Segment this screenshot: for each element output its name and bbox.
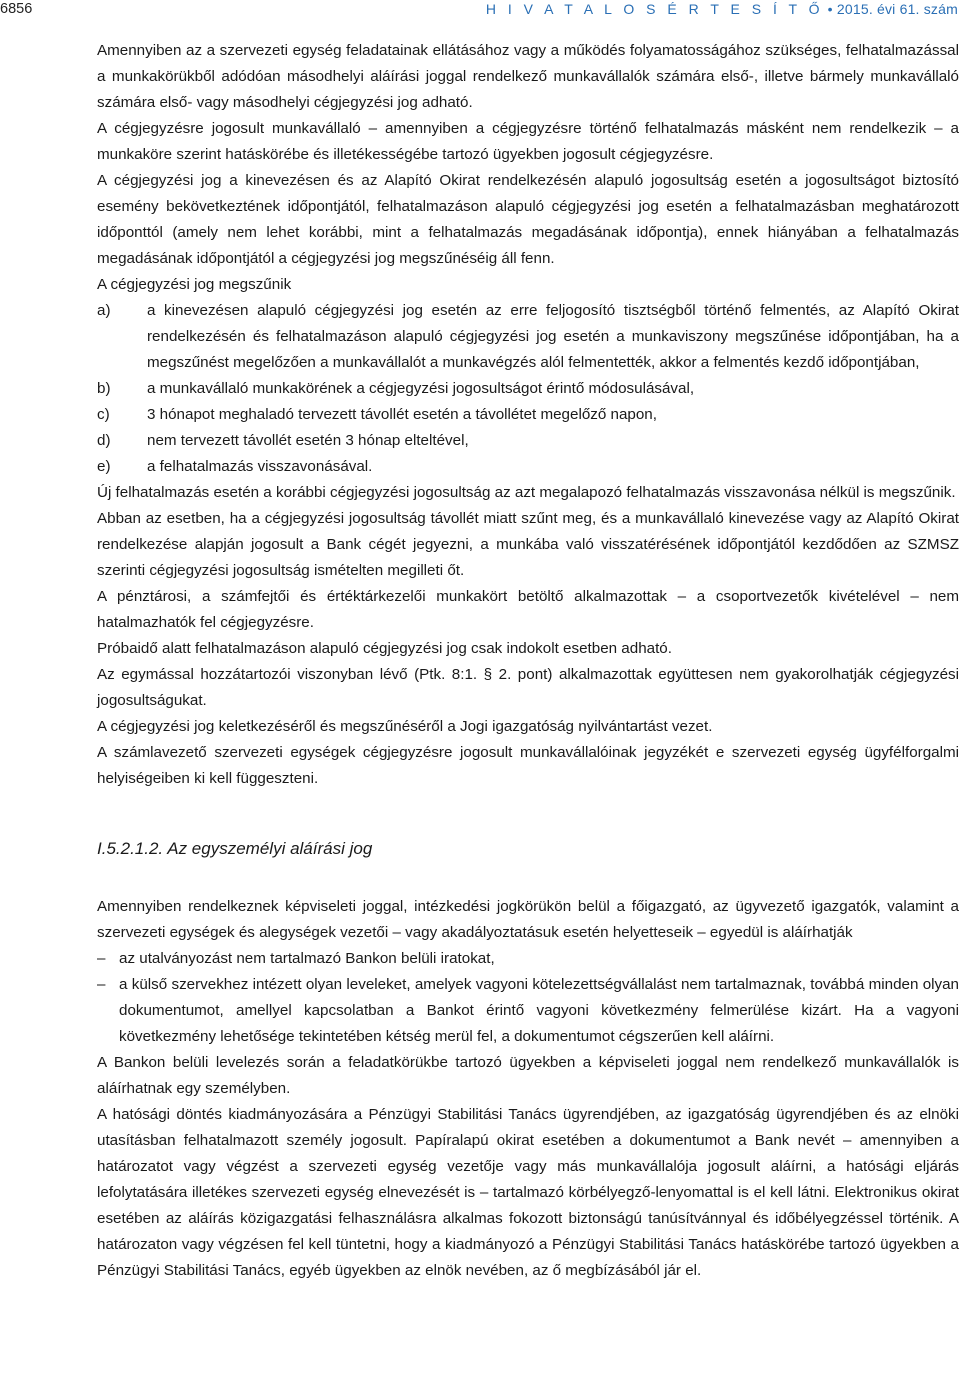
list-item-text: a kinevezésen alapuló cégjegyzési jog esetén az erre feljogosító tisztségből történő felmentés, az Alapító Okirat rendelkezésén és felhatalmazáson alapuló cégjegyzési jog esetén a munkaviszony megszűnése időpontjában, ha a megszűnést megelőzően a munkavállalót a munkavégzés alól felmentették, akkor a felmentés kezdő időpontjában,	[147, 302, 959, 371]
paragraph: A hatósági döntés kiadmányozására a Pénzügyi Stabilitási Tanács ügyrendjében, az igazgatóság ügyrendjében és az elnöki utasításban felhatalmazott személy jogosult. Papíralapú okirat esetében a dokumentumot a Bank nevét – amennyiben a határozatot vagy végzést a szervezeti egység vezetője vagy más munkavállalója jogosult aláírni, a hatósági eljárás lefolytatására illetékes szervezeti egység elnevezését is – tartalmazó körbélyegző-lenyomattal is el kell látni. Elektronikus okirat esetében az aláírás közigazgatási felhasználásra alkalmas fokozott biztonságú tanúsítvánnyal és időbélyegzéssel történik. A határozaton vagy végzésen fel kell tüntetni, hogy a kiadmányozó a Pénzügyi Stabilitási Tanács hatáskörébe tartozó ügyekben a Pénzügyi Stabilitási Tanács, egyéb ügyekben az elnök nevében, az ő megbízásából jár el.	[97, 1106, 959, 1279]
section-heading: I.5.2.1.2. Az egyszemélyi aláírási jog	[97, 839, 373, 858]
paragraph: A Bankon belüli levelezés során a feladatkörükbe tartozó ügyekben a képviseleti joggal nem rendelkező munkavállalók is aláírhatnak egy személyben.	[97, 1054, 959, 1097]
list-item	[97, 376, 959, 402]
list-item	[97, 298, 959, 376]
paragraph: A cégjegyzésre jogosult munkavállaló – amennyiben a cégjegyzésre történő felhatalmazás másként nem rendelkezik – a munkaköre szerint hatáskörébe és illetékességébe tartozó ügyekben jogosult cégjegyzésre.	[97, 120, 959, 163]
document-body	[97, 38, 959, 1284]
paragraph: A cégjegyzési jog megszűnik	[97, 276, 292, 293]
paragraph: Amennyiben az a szervezeti egység feladatainak ellátásához vagy a működés folyamatosságához szükséges, felhatalmazással a munkakörükből adódóan másodhelyi aláírási joggal rendelkező munkavállalók számára első-, illetve bármely munkavállaló számára első- vagy másodhelyi cégjegyzési jog adható.	[97, 42, 959, 111]
paragraph: Az egymással hozzátartozói viszonyban lévő (Ptk. 8:1. § 2. pont) alkalmazottak együttesen nem gyakorolhatják cégjegyzési jogosultságukat.	[97, 666, 959, 709]
list-marker: e)	[97, 458, 111, 475]
list-item	[97, 402, 959, 428]
dash-list	[97, 946, 959, 1050]
issue-label: 2015. évi 61. szám	[836, 1, 958, 17]
paragraph: Új felhatalmazás esetén a korábbi cégjegyzési jogosultság az azt megalapozó felhatalmazás visszavonása nélkül is megszűnik.	[97, 484, 956, 501]
publication-title: H I V A T A L O S É R T E S Í T Ő	[485, 1, 824, 17]
dash-list-item	[97, 972, 959, 1050]
list-item-text: 3 hónapot meghaladó tervezett távollét esetén a távollétet megelőző napon,	[147, 406, 657, 423]
paragraph: Próbaidő alatt felhatalmazáson alapuló cégjegyzési jog csak indokolt esetben adható.	[97, 640, 672, 657]
separator-bullet: •	[827, 1, 833, 17]
list-item	[97, 454, 959, 480]
paragraph: A pénztárosi, a számfejtői és értéktárkezelői munkakört betöltő alkalmazottak – a csoportvezetők kivételével – nem hatalmazhatók fel cégjegyzésre.	[97, 588, 959, 631]
list-marker: c)	[97, 406, 110, 423]
dash-list-item	[97, 946, 959, 972]
dash-item-text: az utalványozást nem tartalmazó Bankon belüli iratokat,	[119, 950, 495, 967]
page-number: 6856	[0, 1, 33, 17]
paragraph: A cégjegyzési jog a kinevezésen és az Alapító Okirat rendelkezésén alapuló jogosultság esetén a jogosultságot biztosító esemény bekövetkeztének időpontjától, felhatalmazáson alapuló cégjegyzési jog esetén a felhatalmazásban meghatározott időponttól (amely nem lehet korábbi, mint a felhatalmazás megadásának időpontja), ennek hiányában a felhatalmazás megadásának időpontjától a cégjegyzési jog megszűnéséig áll fenn.	[97, 172, 959, 267]
page-header	[0, 0, 960, 24]
list-marker: d)	[97, 432, 111, 449]
paragraph: A számlavezető szervezeti egységek cégjegyzésre jogosult munkavállalóinak jegyzékét e szervezeti egység ügyfélforgalmi helyiségeiben ki kell függeszteni.	[97, 744, 959, 787]
dash-marker: –	[97, 950, 106, 967]
paragraph: A cégjegyzési jog keletkezéséről és megszűnéséről a Jogi igazgatóság nyilvántartást vezet.	[97, 718, 713, 735]
list-item-text: nem tervezett távollét esetén 3 hónap elteltével,	[147, 432, 469, 449]
list-item	[97, 428, 959, 454]
list-item-text: a felhatalmazás visszavonásával.	[147, 458, 373, 475]
list-item-text: a munkavállaló munkakörének a cégjegyzési jogosultságot érintő módosulásával,	[147, 380, 695, 397]
list-marker: a)	[97, 302, 111, 319]
paragraph: Amennyiben rendelkeznek képviseleti joggal, intézkedési jogkörükön belül a főigazgató, az ügyvezető igazgatók, valamint a szervezeti egységek és alegységek vezetői – vagy akadályoztatásuk esetén helyetteseik – egyedül is aláírhatják	[97, 898, 959, 941]
list-marker: b)	[97, 380, 111, 397]
running-title	[486, 1, 958, 17]
paragraph: Abban az esetben, ha a cégjegyzési jogosultság távollét miatt szűnt meg, és a munkavállaló kinevezése vagy az Alapító Okirat rendelkezése alapján jogosult a Bank cégét jegyezni, a munkába való visszatérésének időpontjától kezdődően az SZMSZ szerinti cégjegyzési jogosultság ismételten megilleti őt.	[97, 510, 959, 579]
dash-marker: –	[97, 976, 106, 993]
termination-list	[97, 298, 959, 480]
dash-item-text: a külső szervekhez intézett olyan leveleket, amelyek vagyoni kötelezettségvállalást nem tartalmaznak, továbbá minden olyan dokumentumot, amellyel kapcsolatban a Bankot érintő vagyoni következmény felmerülése kizárt. Ha a vagyoni következmény lehetősége tekintetében kétség merül fel, a dokumentumot cégszerűen kell aláírni.	[119, 976, 959, 1045]
